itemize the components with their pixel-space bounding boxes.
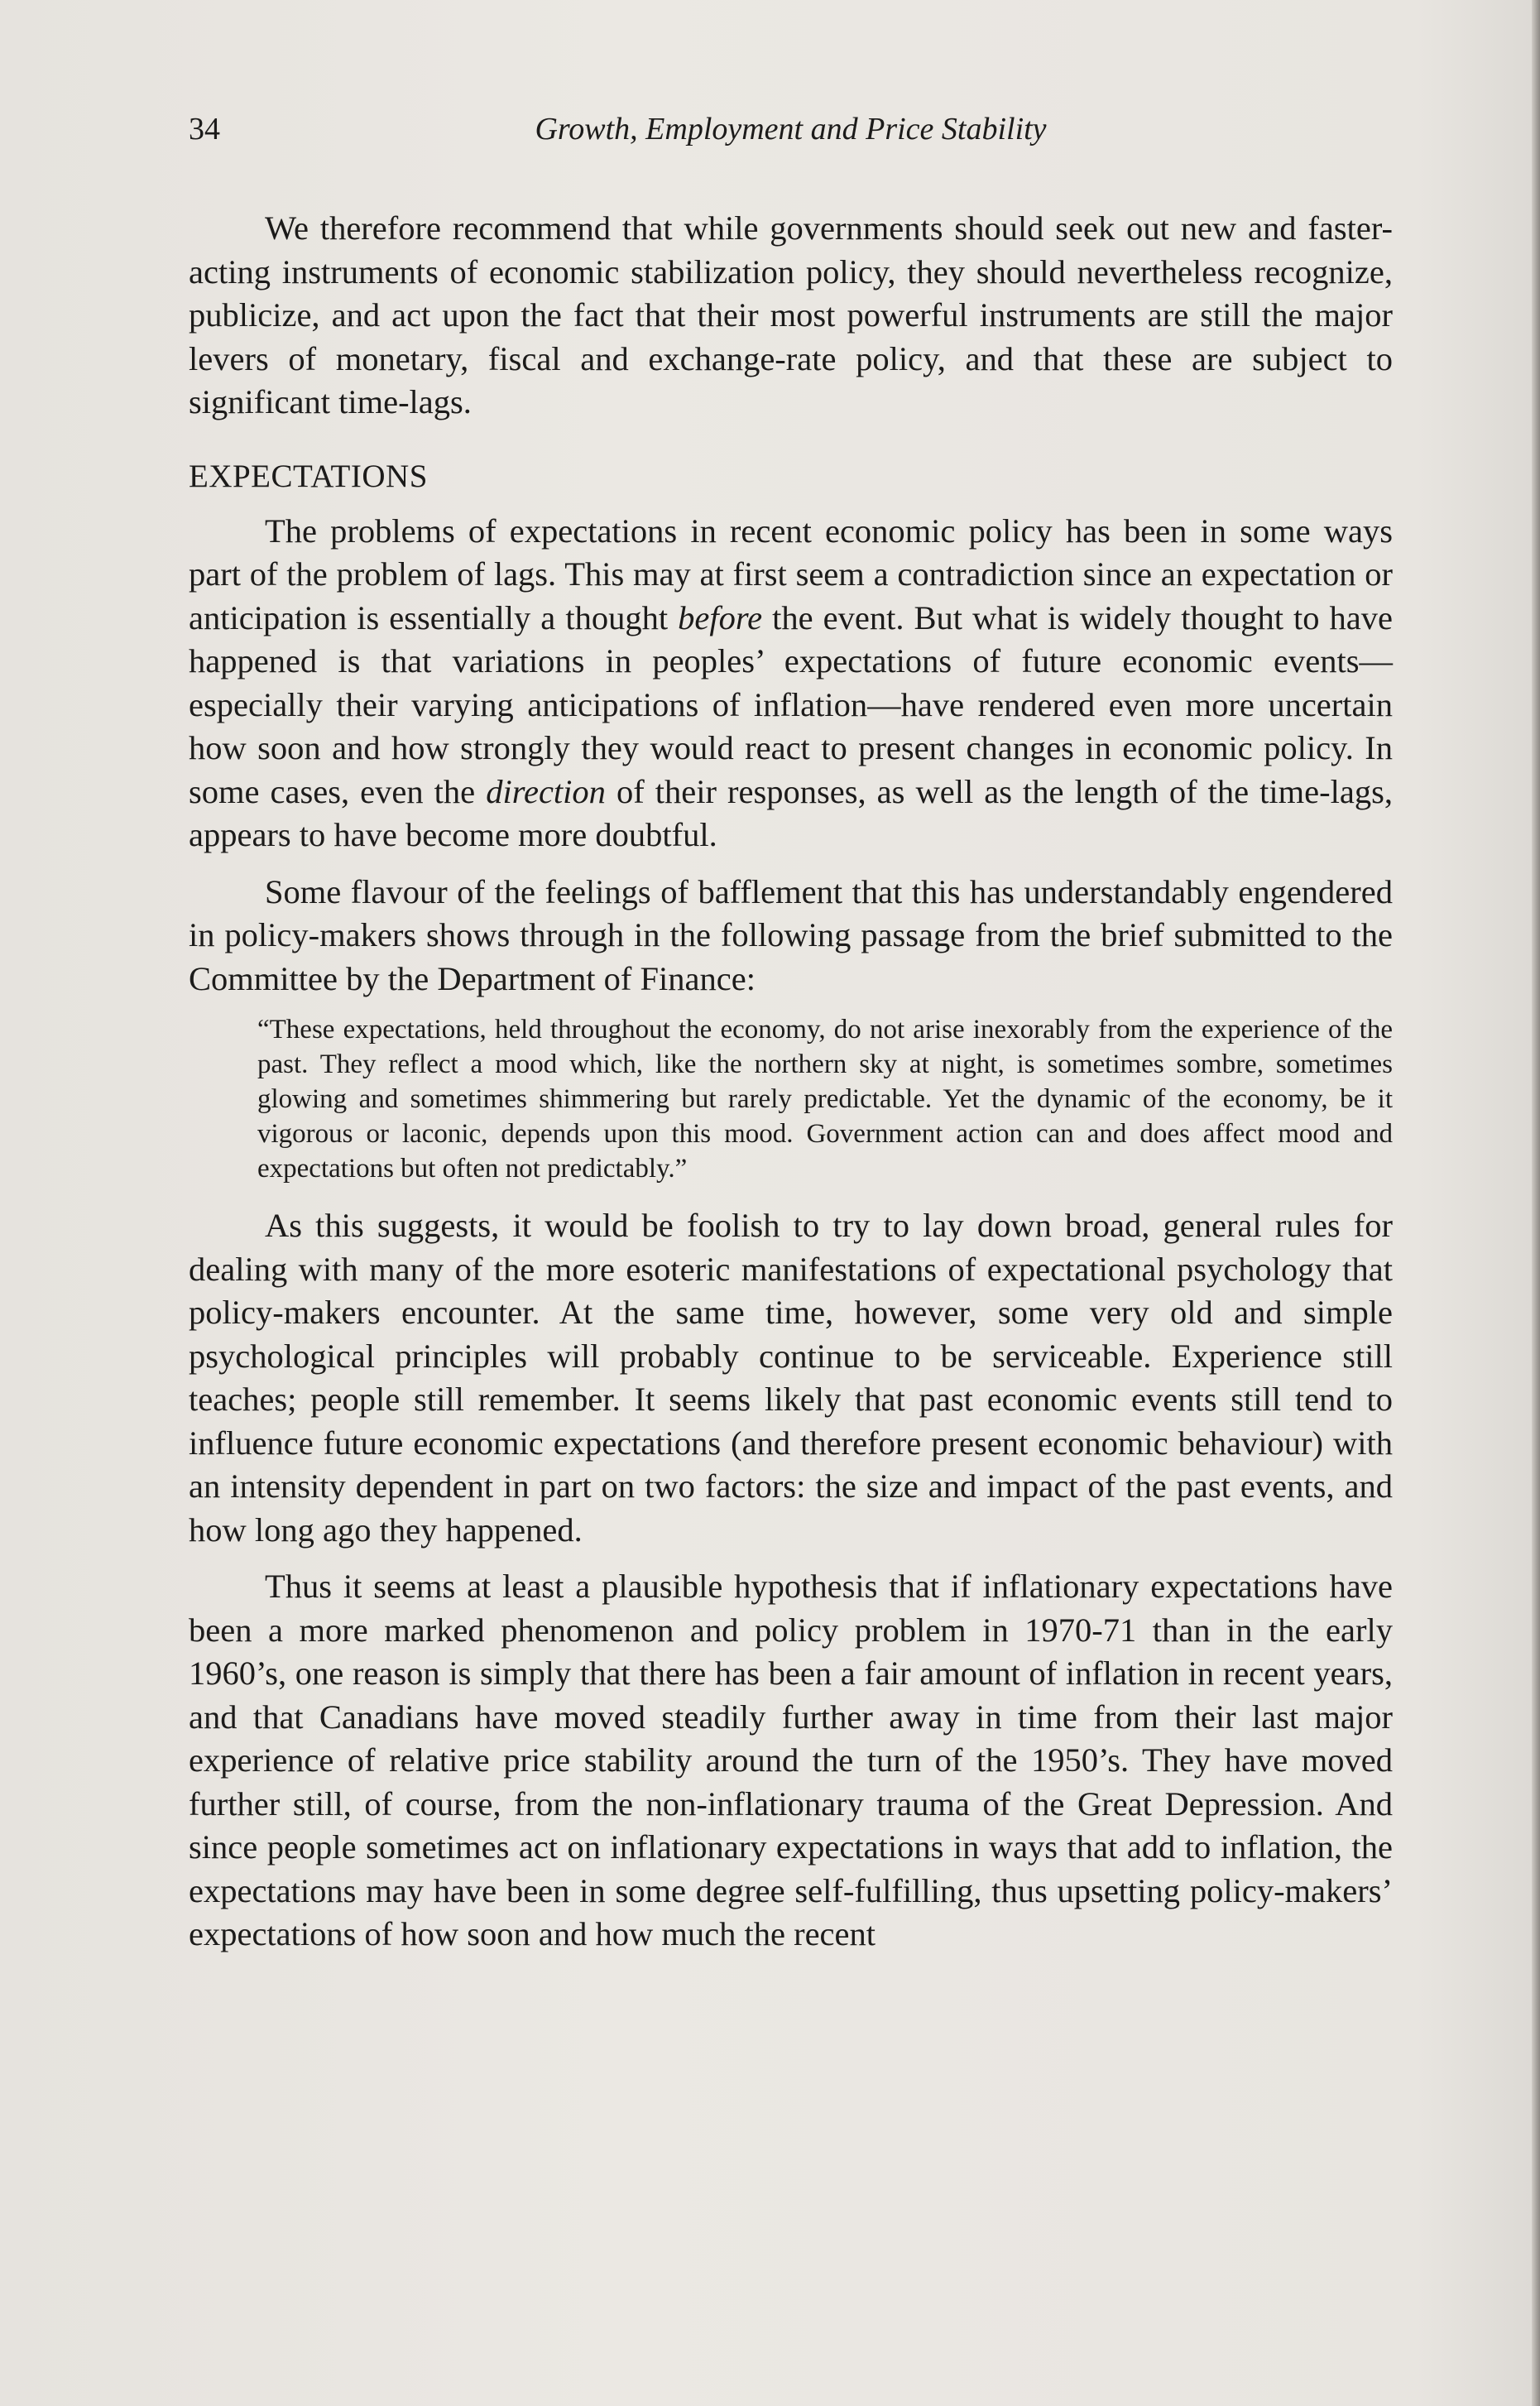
section-heading-expectations: EXPECTATIONS — [189, 458, 428, 494]
paragraph-recommendation: We therefore recommend that while governments should seek out new and faster-acting instruments of economic stabilization policy, they should nevertheless recognize, publicize, and act upon the fact that their most powerful instruments are still the major levers of monetary, fiscal and exchange-rate policy, and that these are subject to significant time-lags. — [189, 209, 1393, 420]
emphasis-before: before — [678, 598, 763, 636]
paragraph-inflation-hypothesis: Thus it seems at least a plausible hypothesis that if inflationary expectations have been a more marked phenomenon and policy problem in 1970-71 than in the early 1960’s, one reason is simply that there has been a fair amount of inflation in recent years, and that Canadians have moved steadily further away in time from their last major experience of relative price stability around the turn of the 1950’s. They have moved further still, of course, from the non-inflationary trauma of the Great Depression. And since people sometimes act on inflationary expectations in ways that add to inflation, the expectations may have been in some degree self-fulfilling, thus upsetting policy-makers’ expectations of how soon and how much the recent — [189, 1568, 1393, 1952]
paragraph-psychology: As this suggests, it would be foolish to try to lay down broad, general rules for dealing with many of the more esoteric manifestations of expectational psychology that policy-makers encounter. At the same time, however, some very old and simple psychological principles will probably continue to be serviceable. Experience still teaches; people still remember. It seems likely that past economic events still tend to influence future economic expectations (and therefore present economic behaviour) with an intensity dependent in part on two factors: the size and impact of the past events, and how long ago they happened. — [189, 1207, 1393, 1549]
emphasis-direction: direction — [486, 772, 606, 810]
paragraph-text-segment: The problems of expectations in recent economic policy has been in some ways part of the problem of lags. This may at first seem a contradiction since an expectation or anticipation is essentially a thought — [189, 511, 1393, 636]
paragraph-bafflement: Some flavour of the feelings of bafflement that this has understandably engendered in policy-makers shows through in the following passage from the brief submitted to the Committee by the Department of Finance: — [189, 872, 1393, 997]
page-number: 34 — [189, 112, 220, 146]
paragraph-expectations-lags — [189, 510, 1393, 857]
department-of-finance-quote: “These expectations, held throughout the economy, do not arise inexorably from the experience of the past. They reflect a mood which, like the northern sky at night, is sometimes sombre, sometimes glowing and sometimes shimmering but rarely predictable. Yet the dynamic of the economy, be it vigorous or laconic, depends upon this mood. Government action can and does affect mood and expectations but often not predictably.” — [257, 1015, 1393, 1184]
page-body — [189, 207, 1393, 1957]
page-header — [189, 106, 1393, 156]
running-title: Growth, Employment and Price Stability — [535, 112, 1047, 146]
page-edge-shadow — [1532, 0, 1540, 2406]
paragraph-text-segment: of their responses, as well as the length of the time-lags, appears to have become more doubtful. — [189, 772, 1393, 853]
paragraph-text-segment: the event. But what is widely thought to have happened is that variations in peoples’ expectations of future economic events—especially their varying anticipations of inflation—have rendered even more uncertain how soon and how strongly they would react to present changes in economic policy. In some cases, even the — [189, 598, 1394, 810]
